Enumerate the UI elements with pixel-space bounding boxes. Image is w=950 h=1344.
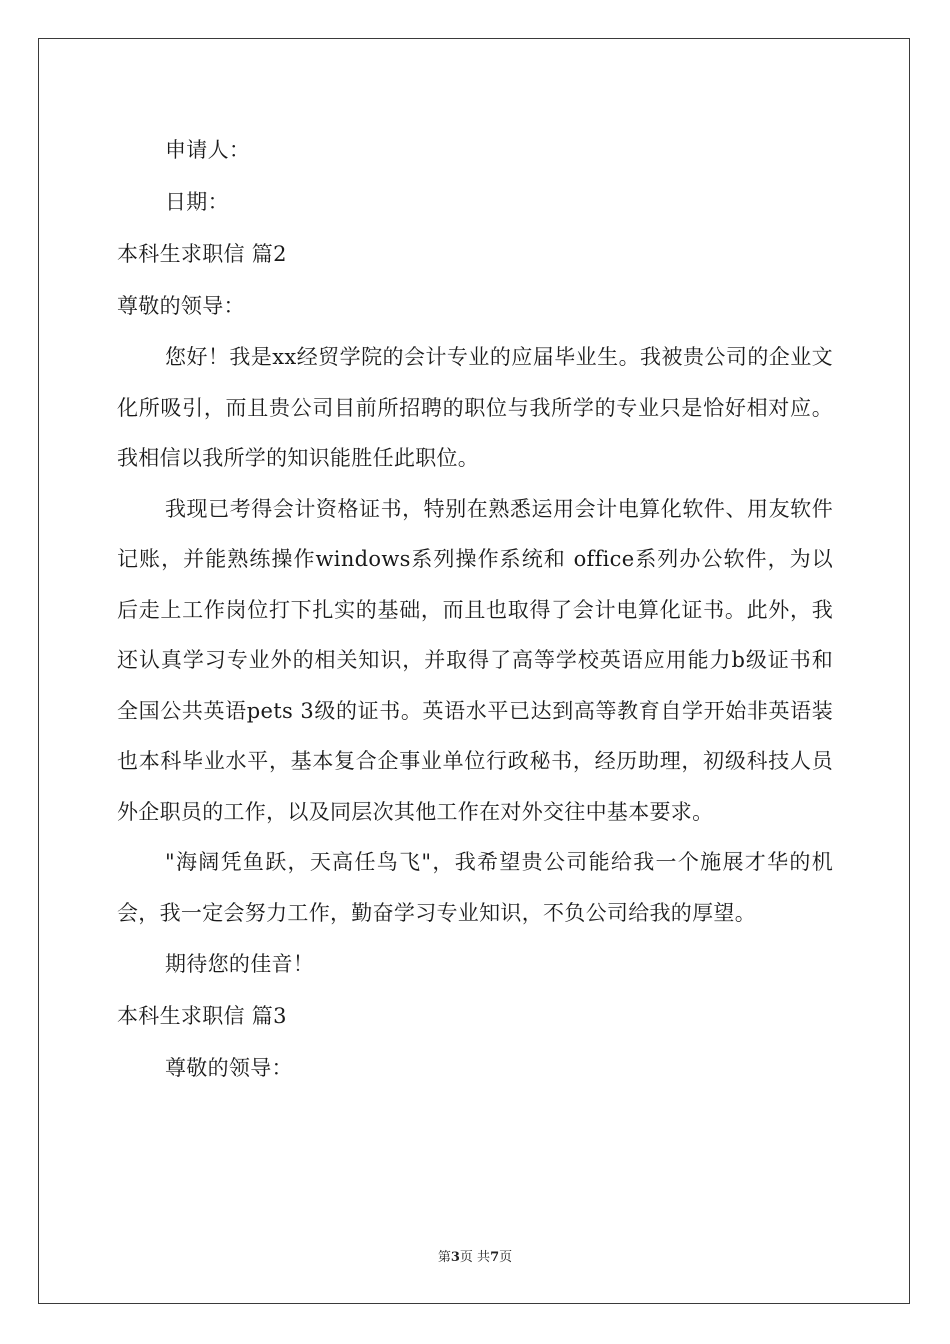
page-suffix: 页 bbox=[499, 1250, 513, 1265]
page-prefix: 第 bbox=[437, 1250, 451, 1265]
paragraph-intro: 您好！我是xx经贸学院的会计专业的应届毕业生。我被贵公司的企业文化所吸引，而且贵公司目前所招聘的职位与我所学的专业只是恰好相对应。我相信以我所学的知识能胜任此职位。 bbox=[117, 345, 833, 470]
paragraph-aspiration: "海阔凭鱼跃，天高任鸟飞"，我希望贵公司能给我一个施展才华的机会，我一定会努力工作，勤奋学习专业知识，不负公司给我的厚望。 bbox=[117, 850, 833, 925]
section-heading-2: 本科生求职信 篇2 bbox=[117, 242, 287, 266]
page-mid: 页 共 bbox=[459, 1250, 491, 1265]
salutation-3: 尊敬的领导： bbox=[165, 1056, 293, 1080]
page-footer bbox=[0, 1246, 950, 1265]
applicant-line: 申请人： bbox=[165, 138, 251, 162]
salutation-2: 尊敬的领导： bbox=[117, 294, 245, 318]
page-current: 3 bbox=[450, 1250, 460, 1265]
page-total: 7 bbox=[490, 1250, 500, 1265]
paragraph-qualifications: 我现已考得会计资格证书，特别在熟悉运用会计电算化软件、用友软件记账，并能熟练操作windows系列操作系统和 office系列办公软件，为以后走上工作岗位打下扎实的基础，而且也取得了会计电算化证书。此外，我还认真学习专业外的相关知识，并取得了高等学校英语应用能力b级证书和全国公共英语pets 3级的证书。英语水平已达到高等教育自学开始非英语装也本科毕业水平，基本复合企事业单位行政秘书，经历助理，初级科技人员外企职员的工作，以及同层次其他工作在对外交往中基本要求。 bbox=[117, 496, 833, 824]
date-line: 日期： bbox=[165, 190, 229, 214]
document-body bbox=[117, 124, 833, 1094]
closing-line: 期待您的佳音！ bbox=[165, 952, 315, 976]
section-heading-3: 本科生求职信 篇3 bbox=[117, 1004, 287, 1028]
